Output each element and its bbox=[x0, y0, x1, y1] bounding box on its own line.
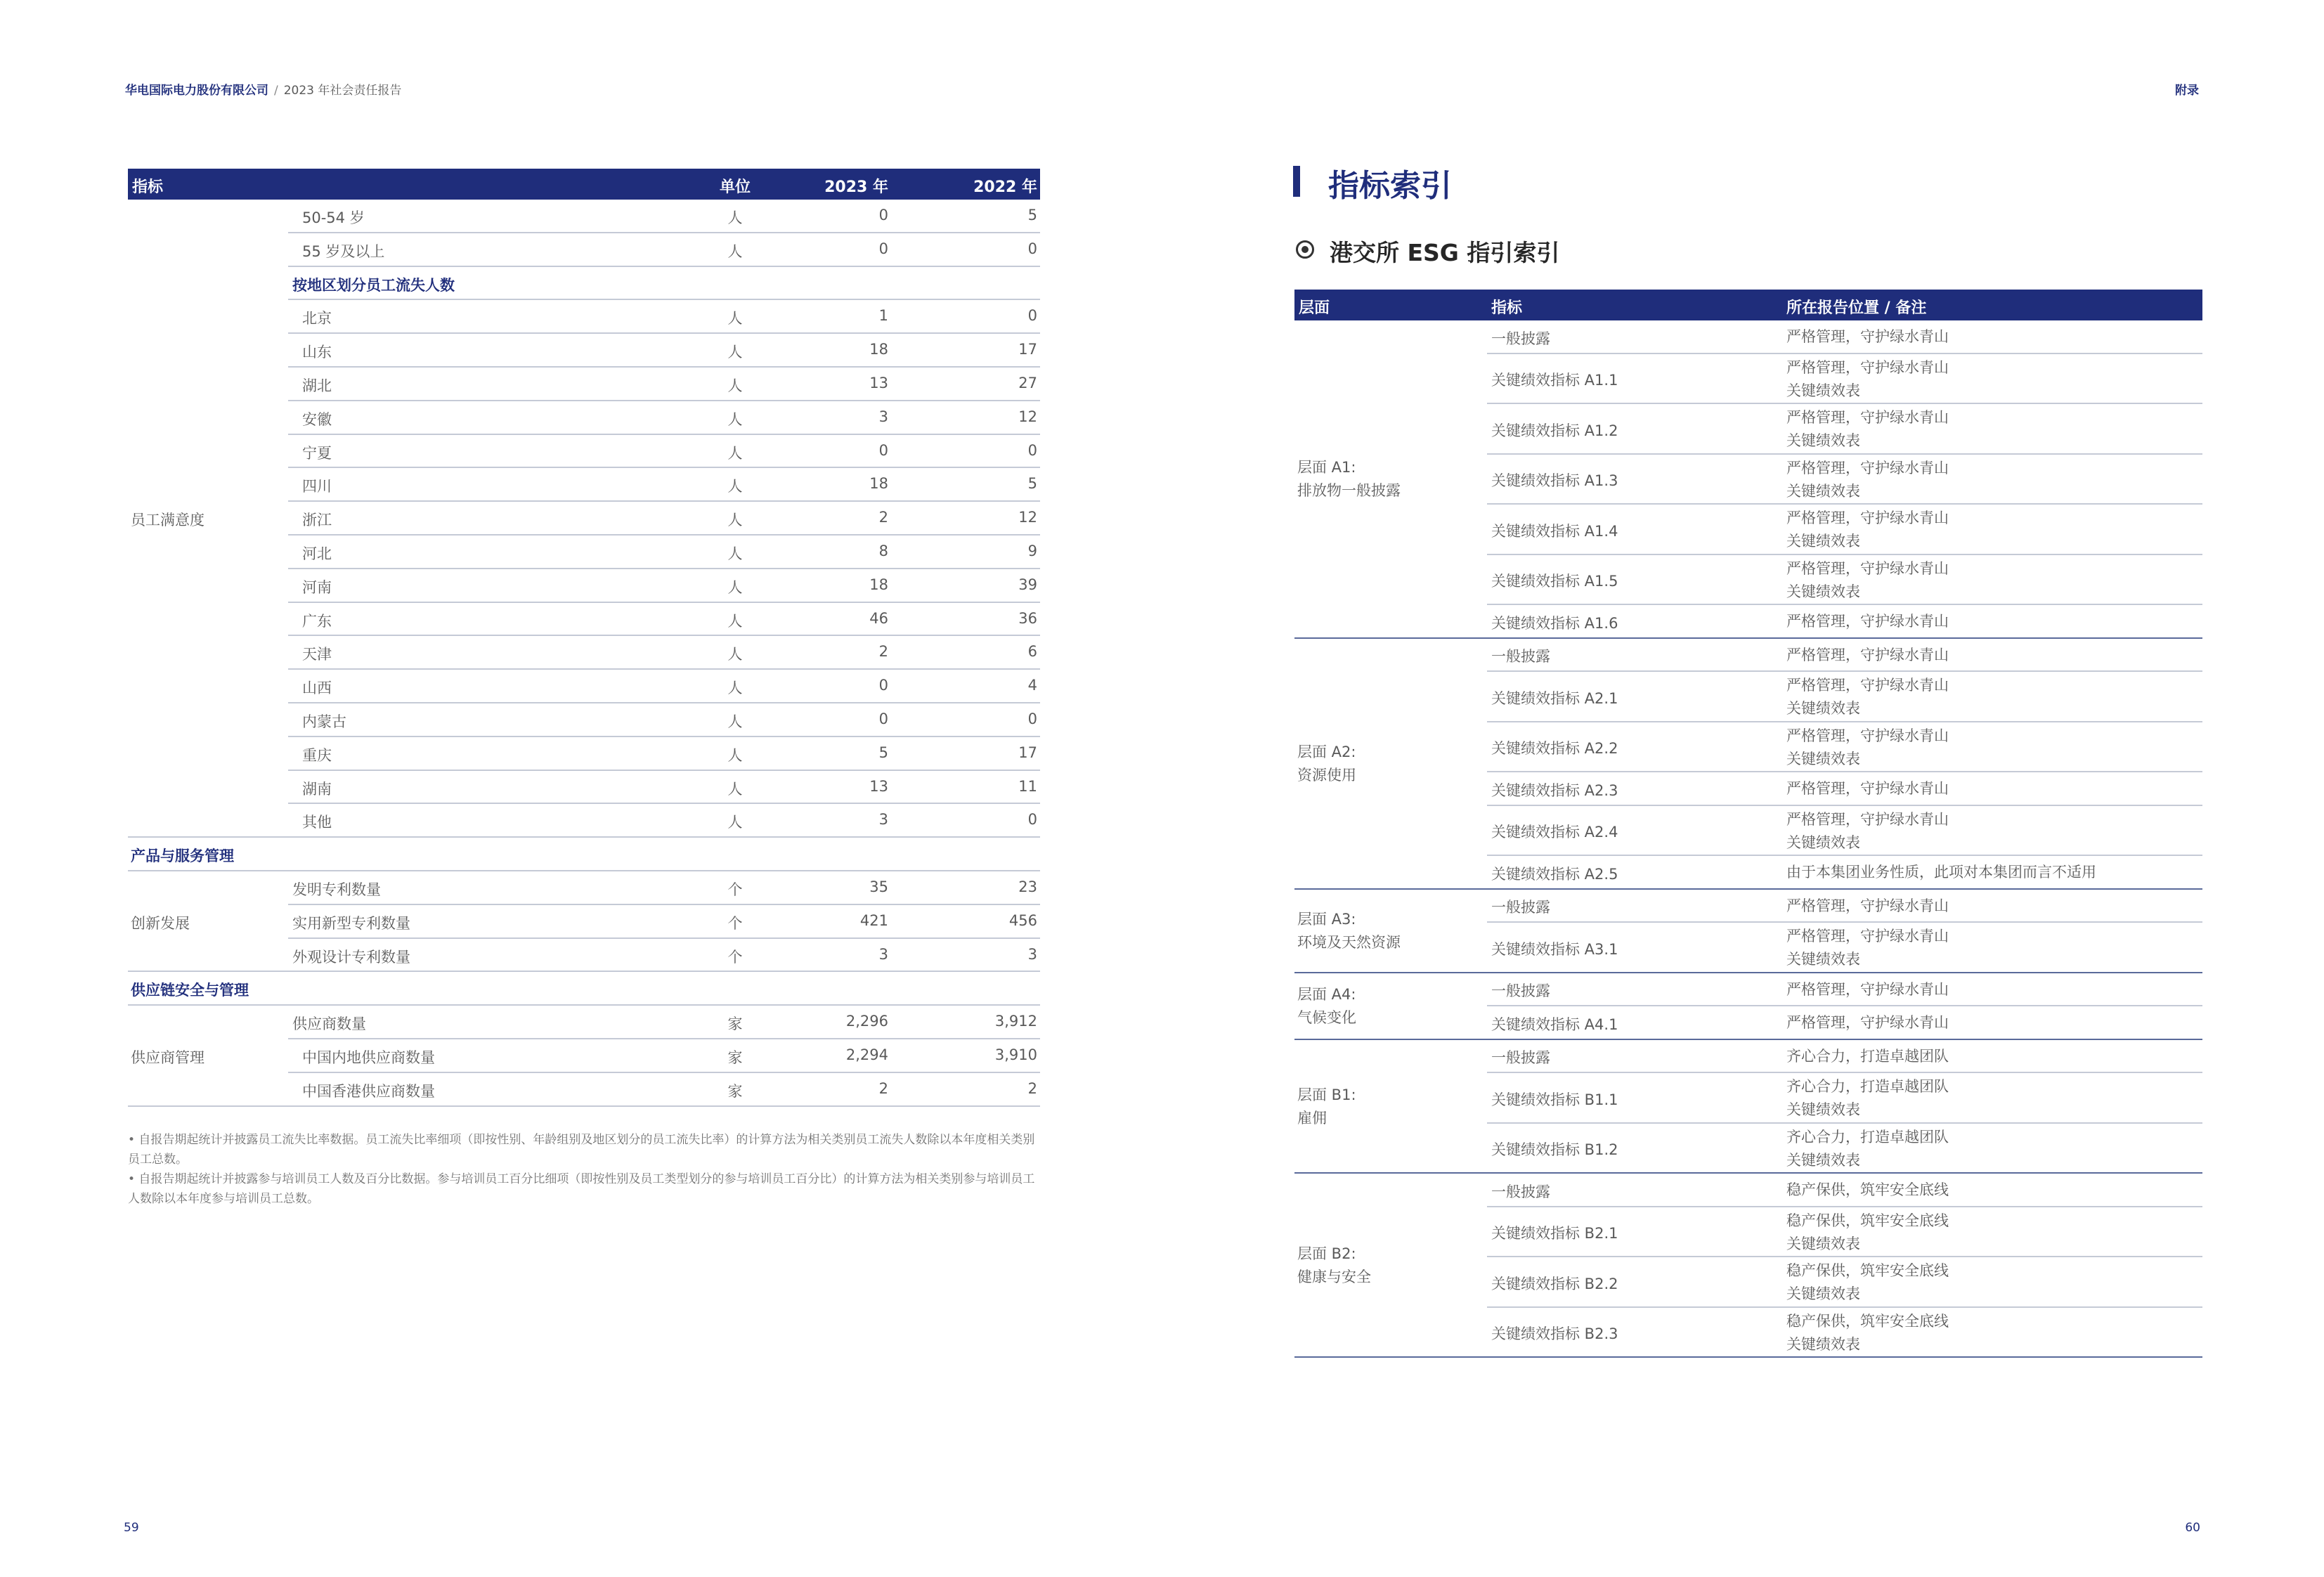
table-row bbox=[128, 636, 1040, 670]
location-cell: 严格管理，守护绿水青山 bbox=[1786, 980, 1949, 998]
location-cell: 由于本集团业务性质，此项对本集团而言不适用 bbox=[1786, 864, 2096, 881]
value-2023: 18 bbox=[869, 341, 888, 358]
index-row bbox=[1294, 639, 2202, 673]
value-2023: 35 bbox=[869, 878, 888, 895]
location-cell: 严格管理，守护绿水青山 bbox=[1786, 613, 1949, 630]
table-row bbox=[128, 1006, 1040, 1039]
index-row bbox=[1294, 404, 2202, 455]
row-label: 天津 bbox=[302, 646, 332, 663]
indicator-cell: 一般披露 bbox=[1491, 982, 1550, 1000]
value-2022: 9 bbox=[1027, 542, 1037, 559]
row-label: 浙江 bbox=[302, 512, 332, 529]
value-2022: 11 bbox=[1018, 777, 1037, 795]
unit-cell: 家 bbox=[727, 1082, 743, 1100]
row-label: 四川 bbox=[302, 478, 332, 495]
index-row bbox=[1294, 1124, 2202, 1174]
location-cell: 严格管理，守护绿水青山 关键绩效表 bbox=[1786, 727, 1949, 767]
col-2022: 2022 年 bbox=[973, 179, 1037, 196]
index-row bbox=[1294, 973, 2202, 1007]
row-label: 其他 bbox=[302, 814, 332, 831]
table-row bbox=[128, 300, 1040, 334]
indicator-cell: 关键绩效指标 A2.1 bbox=[1491, 689, 1618, 707]
value-2023: 3 bbox=[878, 408, 888, 425]
indicator-cell: 关键绩效指标 A2.5 bbox=[1491, 865, 1618, 883]
location-cell: 齐心合力，打造卓越团队 bbox=[1786, 1047, 1949, 1065]
row-label: 山西 bbox=[302, 680, 332, 697]
table-row bbox=[128, 502, 1040, 536]
col-unit: 单位 bbox=[719, 179, 751, 196]
aspect-label: 层面 A4: 气候变化 bbox=[1297, 986, 1356, 1026]
location-cell: 稳产保供，筑牢安全底线 bbox=[1786, 1181, 1949, 1198]
section-row bbox=[128, 267, 1040, 301]
unit-cell: 人 bbox=[727, 578, 743, 596]
value-2022: 5 bbox=[1027, 207, 1037, 223]
indicator-cell: 一般披露 bbox=[1491, 899, 1550, 916]
index-row bbox=[1294, 806, 2202, 857]
location-cell: 严格管理，守护绿水青山 关键绩效表 bbox=[1786, 358, 1949, 399]
value-2023: 0 bbox=[878, 441, 888, 459]
table-row bbox=[128, 401, 1040, 435]
indicator-cell: 一般披露 bbox=[1491, 1049, 1550, 1067]
location-cell: 严格管理，守护绿水青山 bbox=[1786, 646, 1949, 663]
group-label: 供应商管理 bbox=[131, 1049, 205, 1066]
section-row bbox=[128, 838, 1040, 871]
indicator-cell: 关键绩效指标 A1.2 bbox=[1491, 422, 1618, 439]
indicator-cell: 关键绩效指标 A1.3 bbox=[1491, 472, 1618, 490]
company-name: 华电国际电力股份有限公司 bbox=[125, 84, 268, 98]
index-row bbox=[1294, 455, 2202, 505]
aspect-label: 层面 A1: 排放物一般披露 bbox=[1297, 459, 1401, 500]
aspect-label: 层面 B2: 健康与安全 bbox=[1297, 1245, 1371, 1285]
value-2023: 46 bbox=[869, 609, 888, 627]
row-label: 重庆 bbox=[302, 746, 332, 764]
location-cell: 严格管理，守护绿水青山 关键绩效表 bbox=[1786, 559, 1949, 600]
table-row bbox=[128, 368, 1040, 401]
col-indicator: 指标 bbox=[1491, 299, 1523, 317]
value-2023: 3 bbox=[878, 811, 888, 829]
value-2022: 3,912 bbox=[994, 1013, 1037, 1030]
value-2022: 0 bbox=[1027, 240, 1037, 257]
metrics-table bbox=[128, 169, 1040, 1107]
index-row bbox=[1294, 672, 2202, 722]
value-2023: 0 bbox=[878, 710, 888, 727]
row-label: 供应商数量 bbox=[292, 1015, 366, 1033]
location-cell: 稳产保供，筑牢安全底线 关键绩效表 bbox=[1786, 1312, 1949, 1353]
value-2023: 1 bbox=[878, 307, 888, 325]
row-label: 宁夏 bbox=[302, 444, 332, 462]
aspect-label: 层面 A2: 资源使用 bbox=[1297, 744, 1356, 784]
table-row bbox=[128, 804, 1040, 838]
row-label: 中国内地供应商数量 bbox=[302, 1049, 435, 1066]
table-row bbox=[128, 200, 1040, 233]
unit-cell: 人 bbox=[727, 646, 743, 663]
indicator-cell: 关键绩效指标 B1.2 bbox=[1491, 1141, 1618, 1159]
value-2023: 8 bbox=[878, 542, 888, 559]
value-2023: 2 bbox=[878, 509, 888, 526]
value-2022: 39 bbox=[1018, 576, 1037, 593]
value-2023: 2,294 bbox=[845, 1046, 888, 1063]
table-row bbox=[128, 536, 1040, 569]
location-cell: 严格管理，守护绿水青山 关键绩效表 bbox=[1786, 510, 1949, 550]
table-row bbox=[128, 670, 1040, 703]
location-cell: 稳产保供，筑牢安全底线 关键绩效表 bbox=[1786, 1262, 1949, 1302]
table-row bbox=[128, 334, 1040, 368]
value-2023: 3 bbox=[878, 945, 888, 963]
value-2023: 13 bbox=[869, 374, 888, 391]
location-cell: 严格管理，守护绿水青山 bbox=[1786, 897, 1949, 914]
location-cell: 严格管理，守护绿水青山 关键绩效表 bbox=[1786, 459, 1949, 500]
unit-cell: 家 bbox=[727, 1015, 743, 1033]
section-row bbox=[128, 972, 1040, 1006]
row-label: 发明专利数量 bbox=[292, 881, 381, 898]
page-number-left: 59 bbox=[124, 1521, 139, 1535]
value-2023: 2 bbox=[878, 1079, 888, 1097]
value-2022: 4 bbox=[1027, 677, 1037, 694]
esg-index-body bbox=[1294, 320, 2202, 1358]
value-2023: 18 bbox=[869, 475, 888, 493]
value-2023: 2 bbox=[878, 643, 888, 661]
col-location: 所在报告位置 / 备注 bbox=[1786, 299, 1927, 317]
unit-cell: 人 bbox=[727, 612, 743, 630]
value-2023: 0 bbox=[878, 240, 888, 257]
unit-cell: 人 bbox=[727, 512, 743, 529]
col-2023: 2023 年 bbox=[824, 179, 888, 196]
row-label: 河南 bbox=[302, 578, 332, 596]
table-row bbox=[128, 737, 1040, 771]
index-row bbox=[1294, 1073, 2202, 1124]
unit-cell: 人 bbox=[727, 242, 743, 260]
table-row bbox=[128, 905, 1040, 939]
value-2023: 18 bbox=[869, 576, 888, 593]
esg-index-header bbox=[1294, 290, 2202, 320]
location-cell: 稳产保供，筑牢安全底线 关键绩效表 bbox=[1786, 1212, 1949, 1252]
location-cell: 严格管理，守护绿水青山 关键绩效表 bbox=[1786, 409, 1949, 449]
section-subtitle: 港交所 ESG 指引索引 bbox=[1330, 239, 1560, 266]
unit-cell: 人 bbox=[727, 780, 743, 798]
unit-cell: 人 bbox=[727, 209, 743, 226]
table-row bbox=[128, 939, 1040, 973]
value-2023: 0 bbox=[878, 207, 888, 223]
table-row bbox=[128, 569, 1040, 603]
table-row bbox=[128, 871, 1040, 905]
row-label: 广东 bbox=[302, 612, 332, 630]
value-2022: 0 bbox=[1027, 811, 1037, 829]
indicator-cell: 一般披露 bbox=[1491, 330, 1550, 347]
col-aspect: 层面 bbox=[1299, 299, 1330, 317]
index-row bbox=[1294, 1040, 2202, 1074]
indicator-cell: 关键绩效指标 A2.3 bbox=[1491, 781, 1618, 799]
indicator-cell: 关键绩效指标 A1.1 bbox=[1491, 372, 1618, 389]
group-label: 创新发展 bbox=[131, 914, 190, 932]
table-row bbox=[128, 233, 1040, 267]
row-label: 实用新型专利数量 bbox=[292, 914, 410, 932]
row-label: 河北 bbox=[302, 545, 332, 562]
table-row bbox=[128, 1039, 1040, 1073]
value-2023: 13 bbox=[869, 777, 888, 795]
index-row bbox=[1294, 505, 2202, 555]
row-label: 外观设计专利数量 bbox=[292, 948, 410, 966]
unit-cell: 个 bbox=[727, 948, 743, 966]
page-title: 指标索引 bbox=[1328, 168, 1452, 204]
row-label: 湖北 bbox=[302, 377, 332, 394]
indicator-cell: 关键绩效指标 B1.1 bbox=[1491, 1091, 1618, 1108]
row-label: 55 岁及以上 bbox=[302, 242, 385, 260]
location-cell: 齐心合力，打造卓越团队 关键绩效表 bbox=[1786, 1128, 1949, 1169]
table-row bbox=[128, 468, 1040, 502]
location-cell: 严格管理，守护绿水青山 关键绩效表 bbox=[1786, 810, 1949, 851]
aspect-label: 层面 B1: 雇佣 bbox=[1297, 1086, 1356, 1127]
indicator-cell: 关键绩效指标 A3.1 bbox=[1491, 940, 1618, 958]
section-label: 产品与服务管理 bbox=[131, 848, 234, 865]
unit-cell: 人 bbox=[727, 713, 743, 730]
title-accent-bar bbox=[1293, 166, 1300, 197]
value-2022: 5 bbox=[1027, 475, 1037, 493]
section-label: 附录 bbox=[2175, 84, 2199, 98]
location-cell: 严格管理，守护绿水青山 关键绩效表 bbox=[1786, 677, 1949, 717]
aspect-label: 层面 A3: 环境及天然资源 bbox=[1297, 911, 1401, 951]
metrics-table-header bbox=[128, 169, 1040, 200]
unit-cell: 人 bbox=[727, 478, 743, 495]
index-row bbox=[1294, 890, 2202, 923]
location-cell: 齐心合力，打造卓越团队 关键绩效表 bbox=[1786, 1078, 1949, 1118]
index-row bbox=[1294, 320, 2202, 354]
value-2022: 12 bbox=[1018, 408, 1037, 425]
row-label: 中国香港供应商数量 bbox=[302, 1082, 435, 1100]
page-number-right: 60 bbox=[2185, 1521, 2200, 1535]
table-row bbox=[128, 603, 1040, 637]
value-2022: 0 bbox=[1027, 307, 1037, 325]
group-label: 员工满意度 bbox=[131, 512, 205, 529]
index-row bbox=[1294, 1308, 2202, 1358]
unit-cell: 人 bbox=[727, 344, 743, 361]
value-2022: 17 bbox=[1018, 744, 1037, 761]
table-row bbox=[128, 703, 1040, 737]
unit-cell: 人 bbox=[727, 746, 743, 764]
index-row bbox=[1294, 1207, 2202, 1258]
esg-index-table bbox=[1294, 290, 2202, 1358]
report-name: 2023 年社会责任报告 bbox=[283, 84, 402, 98]
value-2022: 17 bbox=[1018, 341, 1037, 358]
unit-cell: 人 bbox=[727, 814, 743, 831]
index-row bbox=[1294, 605, 2202, 639]
indicator-cell: 一般披露 bbox=[1491, 648, 1550, 666]
running-header bbox=[125, 80, 401, 98]
indicator-cell: 一般披露 bbox=[1491, 1183, 1550, 1200]
value-2023: 0 bbox=[878, 677, 888, 694]
unit-cell: 家 bbox=[727, 1049, 743, 1066]
section-label: 按地区划分员工流失人数 bbox=[292, 276, 455, 294]
footnote: • 自报告期起统计并披露参与培训员工人数及百分比数据。参与培训员工百分比细项（即按性别及员工类型划分的参与培训员工百分比）的计算方法为相关类别参与培训员工人数除以本年度参与培训员工总数。 bbox=[128, 1172, 1035, 1206]
indicator-cell: 关键绩效指标 B2.3 bbox=[1491, 1325, 1618, 1343]
row-label: 湖南 bbox=[302, 780, 332, 798]
unit-cell: 个 bbox=[727, 881, 743, 898]
unit-cell: 人 bbox=[727, 545, 743, 562]
unit-cell: 个 bbox=[727, 914, 743, 932]
index-row bbox=[1294, 722, 2202, 773]
location-cell: 严格管理，守护绿水青山 关键绩效表 bbox=[1786, 928, 1949, 968]
value-2022: 2 bbox=[1027, 1079, 1037, 1097]
value-2023: 2,296 bbox=[845, 1013, 888, 1030]
indicator-cell: 关键绩效指标 B2.1 bbox=[1491, 1225, 1618, 1242]
row-label: 北京 bbox=[302, 310, 332, 327]
value-2022: 456 bbox=[1008, 911, 1037, 929]
unit-cell: 人 bbox=[727, 680, 743, 697]
location-cell: 严格管理，守护绿水青山 bbox=[1786, 780, 1949, 797]
unit-cell: 人 bbox=[727, 410, 743, 428]
indicator-cell: 关键绩效指标 A4.1 bbox=[1491, 1015, 1618, 1033]
indicator-cell: 关键绩效指标 A1.4 bbox=[1491, 522, 1618, 540]
row-label: 50-54 岁 bbox=[302, 209, 365, 226]
header-separator: / bbox=[274, 84, 278, 98]
value-2022: 3,910 bbox=[994, 1046, 1037, 1063]
table-row bbox=[128, 771, 1040, 805]
unit-cell: 人 bbox=[727, 444, 743, 462]
index-row bbox=[1294, 923, 2202, 973]
section-label: 供应链安全与管理 bbox=[131, 982, 249, 999]
indicator-cell: 关键绩效指标 A2.2 bbox=[1491, 740, 1618, 758]
value-2022: 6 bbox=[1027, 643, 1037, 661]
location-cell: 严格管理，守护绿水青山 bbox=[1786, 328, 1949, 345]
indicator-cell: 关键绩效指标 A1.5 bbox=[1491, 573, 1618, 590]
index-row bbox=[1294, 772, 2202, 806]
table-row bbox=[128, 435, 1040, 469]
index-row bbox=[1294, 1006, 2202, 1040]
bullet-icon bbox=[1296, 240, 1314, 259]
indicator-cell: 关键绩效指标 A1.6 bbox=[1491, 614, 1618, 632]
value-2022: 12 bbox=[1018, 509, 1037, 526]
index-row bbox=[1294, 1174, 2202, 1207]
value-2023: 421 bbox=[859, 911, 888, 929]
location-cell: 严格管理，守护绿水青山 bbox=[1786, 1014, 1949, 1031]
index-row bbox=[1294, 555, 2202, 606]
value-2022: 0 bbox=[1027, 441, 1037, 459]
index-row bbox=[1294, 1257, 2202, 1308]
footnote: • 自报告期起统计并披露员工流失比率数据。员工流失比率细项（即按性别、年龄组别及地区划分的员工流失比率）的计算方法为相关类别员工流失人数除以本年度相关类别员工总数。 bbox=[128, 1133, 1035, 1167]
value-2022: 36 bbox=[1018, 609, 1037, 627]
value-2022: 27 bbox=[1018, 374, 1037, 391]
indicator-cell: 关键绩效指标 B2.2 bbox=[1491, 1275, 1618, 1292]
unit-cell: 人 bbox=[727, 310, 743, 327]
footnotes bbox=[128, 1130, 1041, 1209]
value-2022: 3 bbox=[1027, 945, 1037, 963]
row-label: 内蒙古 bbox=[302, 713, 346, 730]
table-row bbox=[128, 1073, 1040, 1107]
unit-cell: 人 bbox=[727, 377, 743, 394]
value-2022: 0 bbox=[1027, 710, 1037, 727]
col-indicator: 指标 bbox=[132, 179, 164, 196]
row-label: 山东 bbox=[302, 344, 332, 361]
row-label: 安徽 bbox=[302, 410, 332, 428]
index-row bbox=[1294, 856, 2202, 890]
metrics-table-body bbox=[128, 200, 1040, 1107]
indicator-cell: 关键绩效指标 A2.4 bbox=[1491, 824, 1618, 841]
value-2023: 5 bbox=[878, 744, 888, 761]
value-2022: 23 bbox=[1018, 878, 1037, 895]
index-row bbox=[1294, 354, 2202, 405]
